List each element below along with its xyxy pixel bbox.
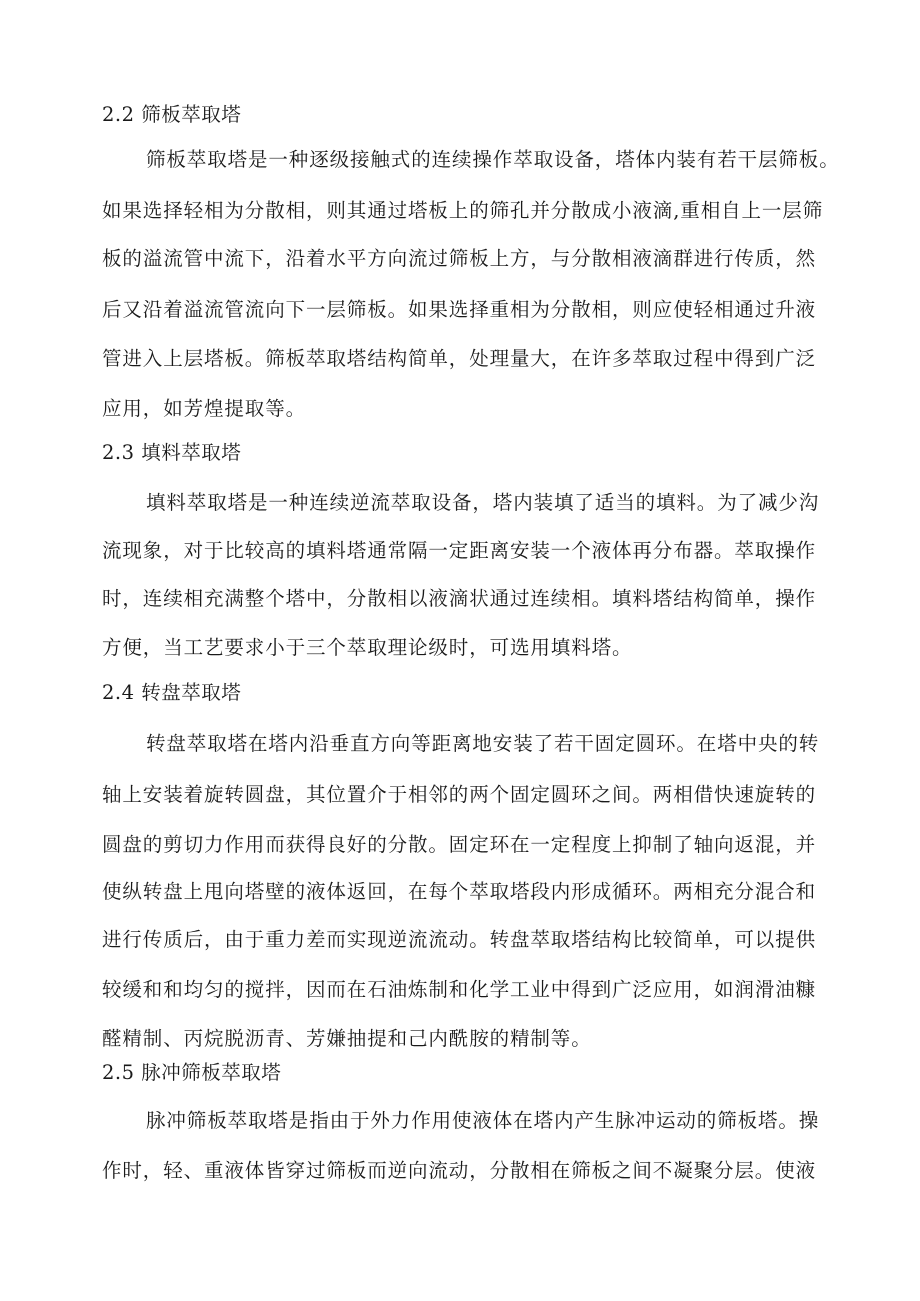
paragraph-line: 方便，当工艺要求小于三个萃取理论级时，可选用填料塔。 bbox=[102, 636, 633, 659]
paragraph-line: 筛板萃取塔是一种逐级接触式的连续操作萃取设备，塔体内装有若干层筛板。 bbox=[146, 148, 840, 171]
paragraph-line: 流现象，对于比较高的填料塔通常隔一定距离安装一个液体再分布器。萃取操作 bbox=[102, 539, 817, 562]
paragraph-line: 如果选择轻相为分散相，则其通过塔板上的筛孔并分散成小液滴,重相自上一层筛 bbox=[102, 199, 824, 222]
paragraph-line: 管进入上层塔板。筛板萃取塔结构简单，处理量大，在许多萃取过程中得到广泛 bbox=[102, 347, 817, 370]
section-heading-2-3: 2.3 填料萃取塔 bbox=[102, 441, 242, 464]
section-heading-2-4: 2.4 转盘萃取塔 bbox=[102, 681, 242, 704]
paragraph-line: 醛精制、丙烷脱沥青、芳嫌抽提和己内酰胺的精制等。 bbox=[102, 1027, 592, 1050]
paragraph-line: 应用，如芳煌提取等。 bbox=[102, 397, 307, 420]
paragraph-line: 板的溢流管中流下，沿着水平方向流过筛板上方，与分散相液滴群进行传质，然 bbox=[102, 247, 817, 270]
paragraph-line: 较缓和和均匀的搅拌，因而在石油炼制和化学工业中得到广泛应用，如润滑油糠 bbox=[102, 978, 817, 1001]
paragraph-line: 脉冲筛板萃取塔是指由于外力作用使液体在塔内产生脉冲运动的筛板塔。操 bbox=[146, 1109, 820, 1132]
paragraph-line: 时，连续相充满整个塔中，分散相以液滴状通过连续相。填料塔结构简单，操作 bbox=[102, 587, 817, 610]
paragraph-line: 使纵转盘上甩向塔壁的液体返回，在每个萃取塔段内形成循环。两相充分混合和 bbox=[102, 880, 817, 903]
paragraph-line: 填料萃取塔是一种连续逆流萃取设备，塔内装填了适当的填料。为了减少沟 bbox=[146, 491, 820, 514]
paragraph-line: 后又沿着溢流管流向下一层筛板。如果选择重相为分散相，则应使轻相通过升液 bbox=[102, 298, 817, 321]
paragraph-line: 作时，轻、重液体皆穿过筛板而逆向流动，分散相在筛板之间不凝聚分层。使液 bbox=[102, 1159, 817, 1182]
paragraph-line: 轴上安装着旋转圆盘，其位置介于相邻的两个固定圆环之间。两相借快速旋转的 bbox=[102, 783, 817, 806]
paragraph-line: 进行传质后，由于重力差而实现逆流流动。转盘萃取塔结构比较简单，可以提供 bbox=[102, 928, 817, 951]
paragraph-line: 圆盘的剪切力作用而获得良好的分散。固定环在一定程度上抑制了轴向返混，并 bbox=[102, 833, 817, 856]
section-heading-2-5: 2.5 脉冲筛板萃取塔 bbox=[102, 1061, 282, 1084]
section-heading-2-2: 2.2 筛板萃取塔 bbox=[102, 103, 242, 126]
paragraph-line: 转盘萃取塔在塔内沿垂直方向等距离地安装了若干固定圆环。在塔中央的转 bbox=[146, 732, 820, 755]
